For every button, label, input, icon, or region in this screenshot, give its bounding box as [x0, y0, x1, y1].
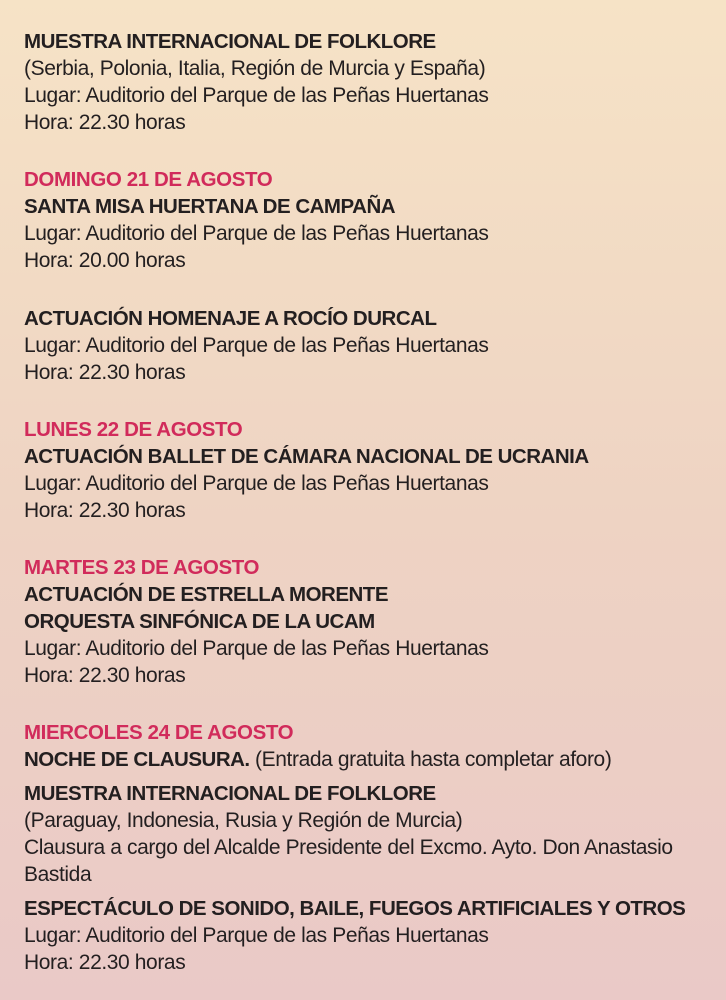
event-location: Lugar: Auditorio del Parque de las Peñas Huertanas — [24, 84, 489, 107]
event-location: Lugar: Auditorio del Parque de las Peñas Huertanas — [24, 222, 489, 245]
event-note: (Entrada gratuita hasta completar aforo) — [249, 748, 612, 771]
program-day-section — [24, 554, 712, 689]
event-block — [24, 305, 712, 386]
event-block — [24, 746, 712, 773]
event-block — [24, 780, 712, 888]
event-time: Hora: 22.30 horas — [24, 499, 186, 522]
event-block — [24, 581, 712, 689]
event-title: MUESTRA INTERNACIONAL DE FOLKLORE — [24, 782, 436, 805]
closing-night-line — [24, 746, 712, 773]
event-location: Lugar: Auditorio del Parque de las Peñas Huertanas — [24, 637, 489, 660]
date-heading: DOMINGO 21 DE AGOSTO — [24, 168, 273, 191]
event-description: Bastida — [24, 863, 92, 886]
event-description: Clausura a cargo del Alcalde Presidente del Excmo. Ayto. Don Anastasio — [24, 836, 673, 859]
event-location: Lugar: Auditorio del Parque de las Peñas Huertanas — [24, 334, 489, 357]
event-location: Lugar: Auditorio del Parque de las Peñas Huertanas — [24, 472, 489, 495]
event-block — [24, 28, 712, 136]
date-heading: MIERCOLES 24 DE AGOSTO — [24, 721, 294, 744]
event-title: SANTA MISA HUERTANA DE CAMPAÑA — [24, 195, 396, 218]
program-day-section — [24, 28, 712, 136]
program-day-section — [24, 719, 712, 976]
event-time: Hora: 22.30 horas — [24, 111, 186, 134]
event-title: ACTUACIÓN DE ESTRELLA MORENTE — [24, 583, 388, 606]
program-day-section — [24, 166, 712, 386]
event-title: ACTUACIÓN HOMENAJE A ROCÍO DURCAL — [24, 307, 437, 330]
event-time: Hora: 20.00 horas — [24, 249, 186, 272]
event-title: ESPECTÁCULO DE SONIDO, BAILE, FUEGOS ARTIFICIALES Y OTROS — [24, 897, 686, 920]
event-block — [24, 193, 712, 274]
event-time: Hora: 22.30 horas — [24, 951, 186, 974]
event-time: Hora: 22.30 horas — [24, 664, 186, 687]
event-time: Hora: 22.30 horas — [24, 361, 186, 384]
event-block — [24, 895, 712, 976]
event-title: MUESTRA INTERNACIONAL DE FOLKLORE — [24, 30, 436, 53]
date-heading: LUNES 22 DE AGOSTO — [24, 418, 243, 441]
event-block — [24, 443, 712, 524]
event-participants: (Paraguay, Indonesia, Rusia y Región de Murcia) — [24, 809, 463, 832]
event-title-secondary: ORQUESTA SINFÓNICA DE LA UCAM — [24, 610, 375, 633]
program-day-section — [24, 416, 712, 524]
event-title: NOCHE DE CLAUSURA. — [24, 748, 250, 771]
date-heading: MARTES 23 DE AGOSTO — [24, 556, 260, 579]
event-location: Lugar: Auditorio del Parque de las Peñas Huertanas — [24, 924, 489, 947]
event-title: ACTUACIÓN BALLET DE CÁMARA NACIONAL DE UCRANIA — [24, 445, 589, 468]
event-participants: (Serbia, Polonia, Italia, Región de Murcia y España) — [24, 57, 486, 80]
